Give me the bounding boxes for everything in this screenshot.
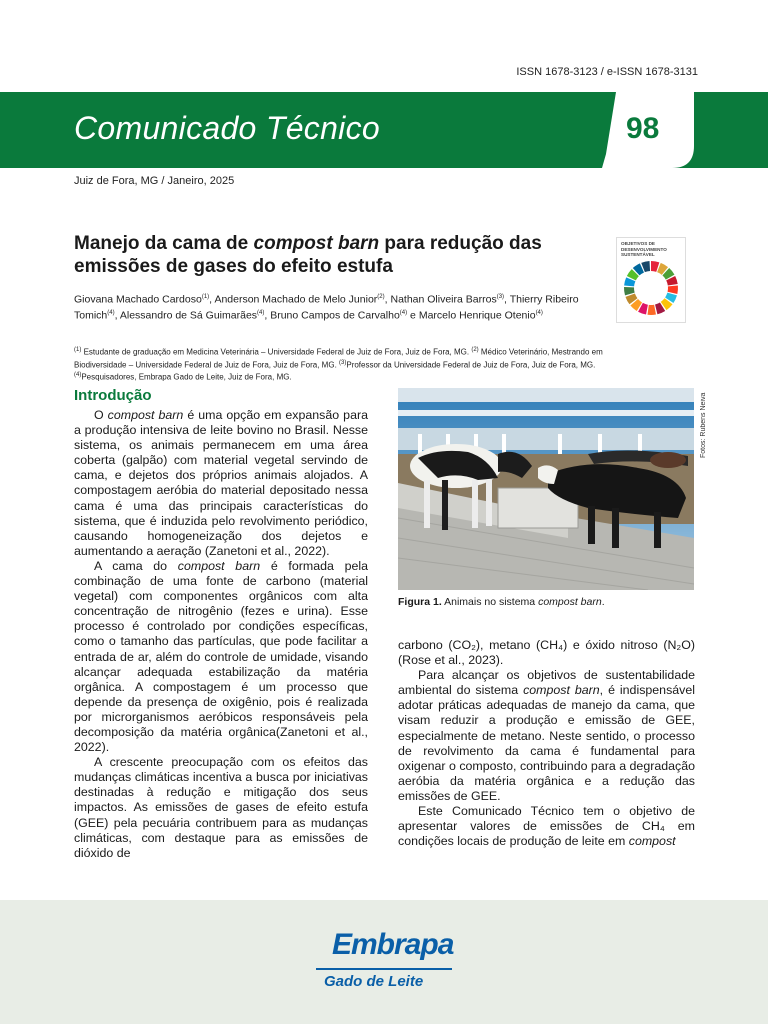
affil-mark: (1) (74, 347, 82, 353)
affil-mark: (3) (339, 359, 347, 366)
text: A cama do (94, 558, 178, 573)
unit-name: Gado de Leite (324, 973, 424, 990)
author-mark: (4) (399, 309, 408, 316)
paragraph (398, 668, 695, 804)
text-italic: compost barn (523, 683, 600, 698)
text: é uma opção em expansão para a produção intensiva de leite bovino no Brasil. Nesse sistema, os animais permanecem em uma área coberta (galpão) com material vegetal servindo de cama, e dejetos dos próprios animais alojados. A compostagem aeróbia do material depositado nessa cama é uma das principais características do sistema, que é induzida pelo revolvimento periódico, causando homogeneização dos dejetos e aumentando a aeração (Zanetoni et al., 2022). (74, 408, 368, 558)
author-name: Giovana Machado Cardoso (74, 293, 202, 306)
paragraph: carbono (CO₂), metano (CH₄) e óxido nitroso (N₂O) (Rose et al., 2023). (398, 638, 695, 668)
text: Este Comunicado Técnico tem o objetivo de apresentar valores de emissões de CH₄ em condições locais de produção de leite em (398, 804, 695, 849)
paragraph (398, 804, 695, 849)
sdg-segment (648, 305, 656, 315)
author-name: Alessandro de Sá Guimarães (119, 309, 258, 321)
sdg-badge-title (621, 241, 683, 258)
affil-text: Professor da Universidade Federal de Juiz de Fora, Juiz de Fora, MG. (346, 360, 596, 370)
author-mark: (4) (535, 309, 543, 316)
sdg-line: DESENVOLVIMENTO (621, 246, 667, 252)
text-italic: compost (628, 834, 676, 849)
author-mark: (2) (377, 294, 385, 300)
text: Para alcançar os objetivos de sustentabilidade ambiental do sistema (398, 668, 695, 698)
affil-text: Pesquisadores, Embrapa Gado de Leite, Juiz de Fora, MG. (81, 372, 292, 382)
text: é formada pela combinação de uma fonte de carbono (material vegetal) com componentes orgânicos com alta concentração de nitrogênio (fezes e urina). Esse processo é controlado por condições específicas, como o tamanho das partículas, que pode facilitar a entrada de ar, além do controle de umidade, visando alcançar adequada estabilização da matéria orgânica. A compostagem é um processo que depende da presença de oxigênio, pois é realizada por microrganismos aeróbicos responsáveis pela decomposição da matéria orgânica(Zanetoni et al., 2022). (74, 558, 369, 755)
caption-text: Animais no sistema (441, 596, 539, 608)
section-heading: Introdução (74, 387, 152, 404)
author-name: Marcelo Henrique Otenio (418, 309, 536, 321)
caption-label: Figura 1. (398, 596, 442, 608)
text-italic: compost barn (177, 558, 261, 573)
figure-caption (398, 596, 605, 608)
author-name: Nathan Oliveira Barros (390, 293, 497, 306)
text-column-left (74, 408, 368, 861)
paragraph (74, 408, 368, 559)
text: O (94, 408, 108, 422)
author-mark: (4) (257, 309, 265, 316)
logo-divider (316, 968, 452, 970)
sdg-badge (616, 237, 686, 323)
title-italic: compost barn (253, 233, 380, 254)
text-column-right (398, 638, 695, 849)
issue-number: 98 (626, 112, 660, 145)
series-title: Comunicado Técnico (74, 110, 380, 146)
footer-band (0, 900, 768, 1024)
text-italic: compost barn (107, 408, 184, 422)
author-mark: (4) (107, 309, 115, 316)
affil-text: Estudante de graduação em Medicina Veterinária – Universidade Federal de Juiz de Fora, Juiz de Fora, MG. (81, 347, 472, 357)
article-title (74, 232, 594, 278)
affiliations (74, 345, 622, 383)
figure-photo (398, 388, 694, 590)
sdg-line: OBJETIVOS DE (621, 241, 655, 246)
sdg-wheel-icon (623, 260, 679, 316)
sdg-line: SUSTENTÁVEL (621, 252, 655, 257)
title-part: Manejo da cama de (74, 233, 254, 254)
text: , é indispensável adotar práticas adequadas de manejo da cama, que visam reduzir a produção e emissão de GEE, especialmente de metano. Neste sentido, o processo de revolvimento da cama é fundamental para oxigenar o composto, contribuindo para a degradação aeróbia da matéria orgânica e a redução das emissões de GEE. (398, 683, 695, 803)
caption-text: . (601, 596, 605, 608)
author-name: Bruno Campos de Carvalho (270, 309, 400, 321)
title-part: para redução das emissões de gases do efeito estufa (74, 233, 542, 277)
issn-line: ISSN 1678-3123 / e-ISSN 1678-3131 (516, 66, 698, 78)
paragraph: A crescente preocupação com os efeitos das mudanças climáticas incentiva a busca por iniciativas destinadas à redução e mitigação dos seus impactos. As emissões de gases de efeito estufa (GEE) pela pecuária contribuem para as mudanças climáticas, com destaque para as emissões de dióxido de (74, 755, 368, 860)
embrapa-logo: Embrapa (332, 928, 454, 961)
paragraph (74, 559, 368, 755)
author-name: Thierry Ribeiro Tomich (74, 293, 579, 321)
affil-text: Médico Veterinário, Mestrando em Biodiversidade – Universidade Federal de Juiz de Fora, Juiz de Fora, MG. (74, 347, 603, 370)
sdg-segment (624, 287, 635, 295)
affil-mark: (2) (471, 347, 479, 353)
caption-italic: compost barn (538, 596, 602, 608)
author-mark: (1) (201, 294, 210, 300)
affil-mark: (4) (74, 372, 82, 379)
author-list: Giovana Machado Cardoso$^{(1)}$, Anderson Machado de Melo Junior$^{(2)}$, Nathan Oliveira Barros$^{(3)}$, Thierry Ribeiro Tomich$^{(4)}$, Alessandro de Sá Guimarães$^{(4)}$, Bruno Campos de Carvalho$^{(4)}$ e Marcelo Henrique Otenio$^{(4)}$ (74, 293, 579, 321)
author-name: Anderson Machado de Melo Junior (214, 293, 378, 306)
photo-credit: Fotos: Rubens Neiva (700, 392, 707, 458)
sdg-segment (668, 286, 678, 294)
author-mark: (3) (496, 294, 505, 300)
place-date: Juiz de Fora, MG / Janeiro, 2025 (74, 175, 235, 187)
